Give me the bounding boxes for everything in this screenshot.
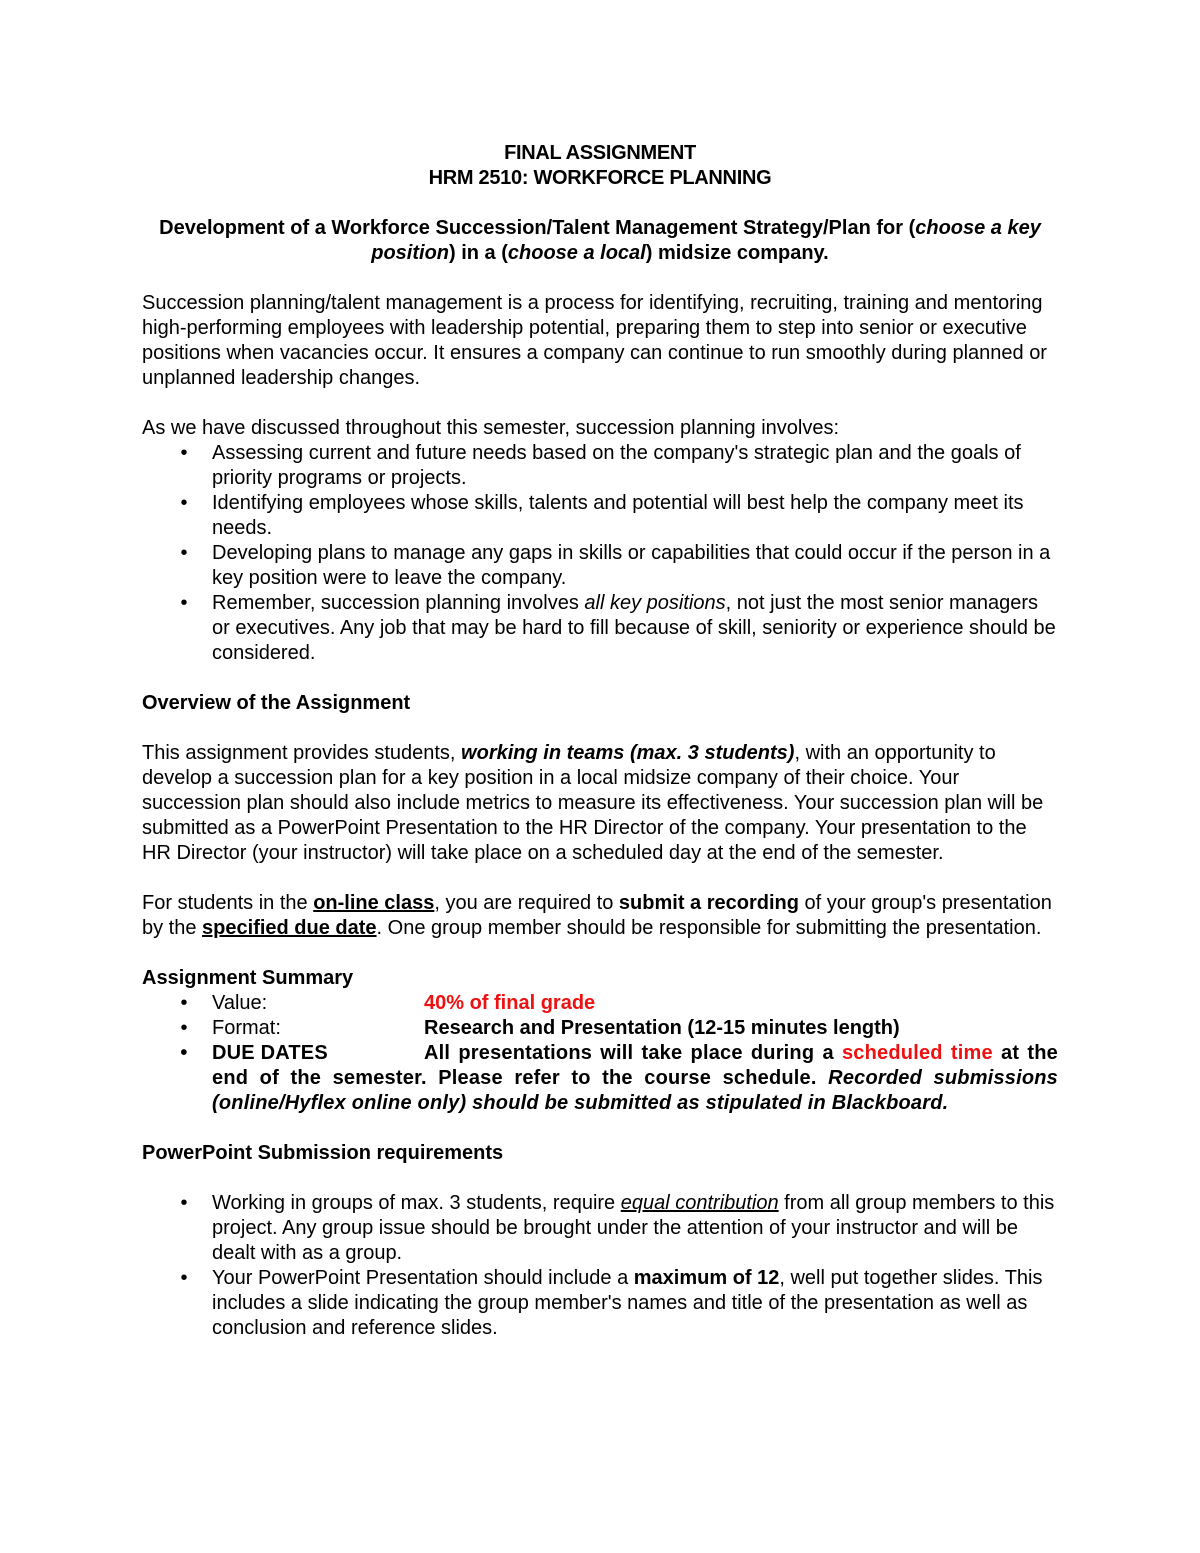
assignment-subtitle: Development of a Workforce Succession/Talent Management Strategy/Plan for (choose a key position) in a (choose a local) midsize company.: [159, 217, 1041, 264]
list-item: • Assessing current and future needs based on the company's strategic plan and the goals of priority programs or projects.: [180, 442, 1021, 489]
list-item: • Your PowerPoint Presentation should include a maximum of 12, well put together slides. This includes a slide indicating the group member's names and title of the presentation as well as conclusion and reference slides.: [180, 1267, 1043, 1339]
list-item: • Identifying employees whose skills, talents and potential will best help the company meet its needs.: [180, 492, 1024, 539]
list-item: • Working in groups of max. 3 students, require equal contribution from all group members to this project. Any group issue should be brought under the attention of your instructor and will be dealt with as a group.: [180, 1192, 1055, 1264]
list-item: • DUE DATES All presentations will take place during a scheduled time at the end of the semester. Please refer to the course schedule. Recorded submissions (online/Hyflex online only) should be submitted as stipulated in Blackboard.: [180, 1042, 1058, 1114]
intro-paragraph: Succession planning/talent management is a process for identifying, recruiting, training and mentoring high-performing employees with leadership potential, preparing them to step into senior or executive positions when vacancies occur. It ensures a company can continue to run smoothly during planned or unplanned leadership changes.: [142, 292, 1047, 389]
requirements-heading: PowerPoint Submission requirements: [142, 1142, 504, 1164]
list-item: • Remember, succession planning involves all key positions, not just the most senior managers or executives. Any job that may be hard to fill because of skill, seniority or experience should be considered.: [180, 592, 1056, 664]
list-item: • Developing plans to manage any gaps in skills or capabilities that could occur if the person in a key position were to leave the company.: [180, 542, 1051, 589]
course-title: HRM 2510: WORKFORCE PLANNING: [428, 167, 772, 189]
overview-paragraph: This assignment provides students, working in teams (max. 3 students), with an opportunity to develop a succession plan for a key position in a local midsize company of their choice. Your succession plan should also include metrics to measure its effectiveness. Your succession plan will be submitted as a PowerPoint Presentation to the HR Director of the company. Your presentation to the HR Director (your instructor) will take place on a scheduled day at the end of the semester.: [142, 742, 1044, 864]
online-paragraph: For students in the on-line class, you are required to submit a recording of your group's presentation by the specified due date. One group member should be responsible for submitting the presentation.: [142, 892, 1052, 939]
involves-list: [142, 441, 1058, 666]
summary-list: [142, 991, 1058, 1116]
list-item: • Value: 40% of final grade: [180, 992, 596, 1014]
doc-title: FINAL ASSIGNMENT: [504, 142, 696, 164]
summary-heading: Assignment Summary: [142, 967, 354, 989]
overview-heading: Overview of the Assignment: [142, 692, 411, 714]
list-item: • Format: Research and Presentation (12-15 minutes length): [180, 1017, 900, 1039]
requirements-list: [142, 1191, 1058, 1341]
involves-lead: As we have discussed throughout this semester, succession planning involves:: [142, 417, 840, 439]
document-body: [142, 141, 1058, 1341]
